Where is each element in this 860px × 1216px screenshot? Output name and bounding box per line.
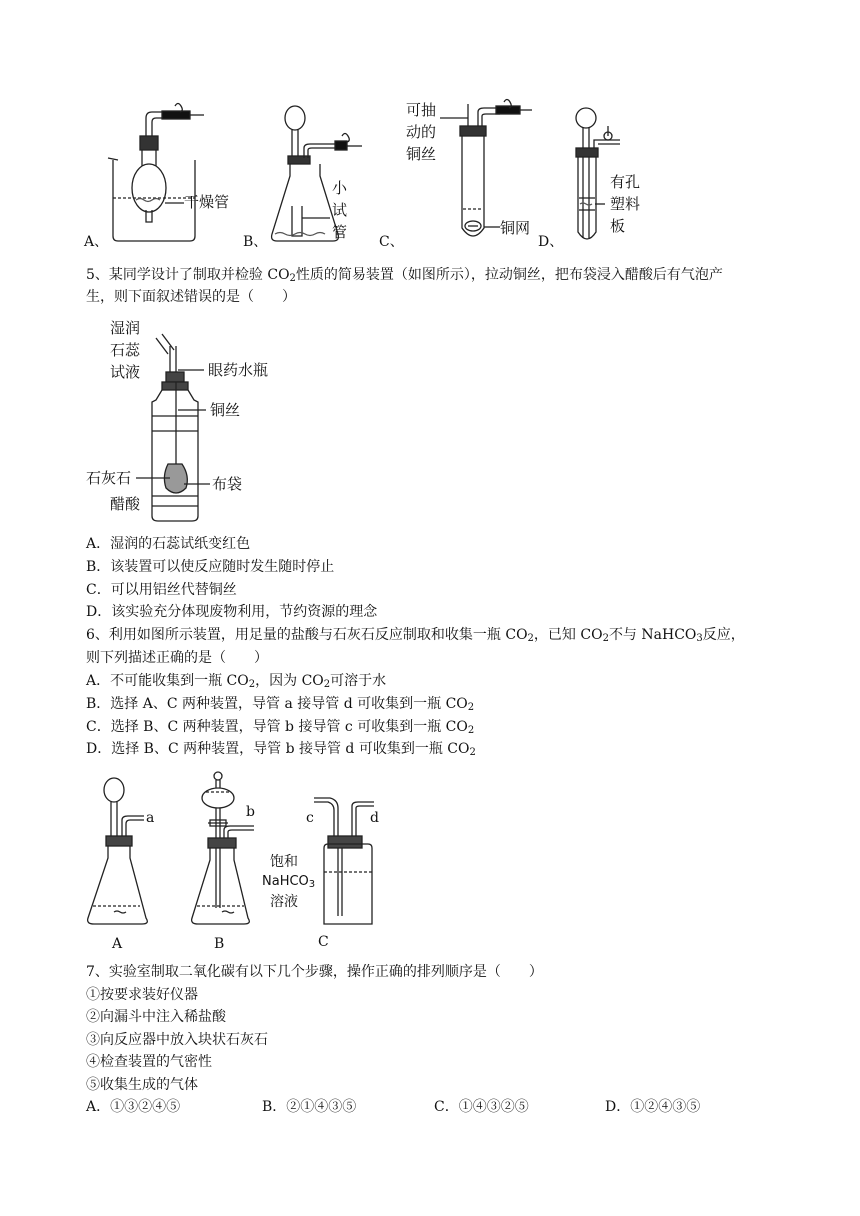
q6-d-seg-1: 2 xyxy=(469,747,476,758)
q6-stem-seg-4: 不与 NaHCO xyxy=(608,627,697,643)
q6-label-b: b xyxy=(246,804,255,820)
q6-b-seg-1: 2 xyxy=(467,702,475,713)
q6-figure xyxy=(84,768,394,954)
q6-caption-a: A xyxy=(112,936,123,952)
label-small-tube-1: 小 xyxy=(332,179,348,197)
label-copper-mesh: 铜网 xyxy=(500,219,531,237)
q5-stem-sub: 2 xyxy=(289,273,296,284)
q6-apparatus-drawing xyxy=(84,768,394,954)
q5-label-litmus-2: 石蕊 xyxy=(110,341,141,359)
q6-stem-seg-5: 3 xyxy=(696,633,703,644)
q6-label-nahco-sub: 3 xyxy=(308,879,316,890)
label-small-tube-3: 管 xyxy=(332,223,348,241)
q7-step-4: ④检查装置的气密性 xyxy=(86,1054,212,1070)
q6-c-seg-1: 2 xyxy=(467,725,475,736)
q6-stem-seg-6: 反应， xyxy=(702,627,745,643)
q6-label-solution: 溶液 xyxy=(270,894,298,910)
top-apparatus-figure xyxy=(80,96,640,248)
q6-stem-seg-3: 2 xyxy=(602,633,609,644)
q6-a-seg-4: 可溶于水 xyxy=(330,673,387,689)
q6-label-a: a xyxy=(146,810,155,826)
q7-step-1: ①按要求装好仪器 xyxy=(86,987,198,1003)
q5-option-b: B．该装置可以使反应随时发生随时停止 xyxy=(86,559,335,575)
q7-stem: 7、实验室制取二氧化碳有以下几个步骤，操作正确的排列顺序是（ ） xyxy=(86,964,543,980)
q6-label-saturated: 饱和 xyxy=(270,854,298,870)
q7-step-2: ②向漏斗中注入稀盐酸 xyxy=(86,1009,226,1025)
q5-label-limestone: 石灰石 xyxy=(86,469,132,487)
label-perforated-plate-1: 有孔 xyxy=(610,173,641,191)
q6-stem-line-2: 则下列描述正确的是（ ） xyxy=(86,650,268,666)
q6-a-seg-3: 2 xyxy=(323,679,331,690)
q5-label-litmus-3: 试液 xyxy=(110,363,141,381)
q5-stem-line-2: 生，则下面叙述错误的是（ ） xyxy=(86,289,296,305)
q7-step-3: ③向反应器中放入块状石灰石 xyxy=(86,1032,268,1048)
q5-label-eyedrop-bottle: 眼药水瓶 xyxy=(208,361,269,379)
q6-stem-seg-1: 2 xyxy=(527,633,534,644)
top-option-letter-a: A、 xyxy=(84,234,109,250)
q6-caption-b: B xyxy=(214,936,225,952)
q5-figure xyxy=(86,316,286,526)
q6-option-a xyxy=(86,671,386,695)
label-movable-wire-1: 可抽 xyxy=(406,101,437,119)
q6-option-d xyxy=(86,739,476,763)
q5-label-vinegar: 醋酸 xyxy=(110,495,141,513)
q7-option-b: B．②①④③⑤ xyxy=(262,1099,357,1115)
q6-label-d: d xyxy=(370,810,379,826)
label-perforated-plate-2: 塑料 xyxy=(610,195,641,213)
top-option-letter-b: B、 xyxy=(243,234,268,250)
q7-option-d: D．①②④③⑤ xyxy=(605,1099,701,1115)
q5-option-a: A．湿润的石蕊试纸变红色 xyxy=(86,536,251,552)
q5-option-c: C．可以用铝丝代替铜丝 xyxy=(86,582,237,598)
label-movable-wire-2: 动的 xyxy=(406,123,437,141)
q6-c-seg-0: C．选择 B、C 两种装置，导管 b 接导管 c 可收集到一瓶 CO xyxy=(86,719,468,735)
q6-stem-seg-0: 6、利用如图所示装置，用足量的盐酸与石灰石反应制取和收集一瓶 CO xyxy=(86,627,528,643)
q6-stem-line-1 xyxy=(86,625,745,649)
q5-option-d: D．该实验充分体现废物利用，节约资源的理念 xyxy=(86,604,378,620)
q6-stem-seg-2: ，已知 CO xyxy=(533,627,603,643)
label-perforated-plate-3: 板 xyxy=(610,217,626,235)
top-apparatus-drawing xyxy=(80,96,640,248)
q5-label-copper-wire: 铜丝 xyxy=(210,401,241,419)
q6-option-b xyxy=(86,694,474,718)
q6-d-seg-0: D．选择 B、C 两种装置，导管 b 接导管 d 可收集到一瓶 CO xyxy=(86,741,470,757)
q5-stem-line-1 xyxy=(86,265,723,289)
q6-label-c: c xyxy=(306,810,314,826)
label-small-tube-2: 试 xyxy=(332,201,348,219)
top-option-letter-d: D、 xyxy=(538,234,564,250)
q6-a-seg-2: ，因为 CO xyxy=(255,673,324,689)
q5-stem-text-b: 性质的简易装置（如图所示），拉动铜丝，把布袋浸入醋酸后有气泡产 xyxy=(295,267,723,283)
q6-a-seg-1: 2 xyxy=(248,679,256,690)
q6-label-nahco-text: NaHCO xyxy=(262,874,309,889)
top-option-letter-c: C、 xyxy=(379,234,404,250)
q7-option-c: C．①④③②⑤ xyxy=(434,1099,529,1115)
q6-b-seg-0: B．选择 A、C 两种装置，导管 a 接导管 d 可收集到一瓶 CO xyxy=(86,696,468,712)
q5-label-cloth-bag: 布袋 xyxy=(212,475,243,493)
q6-caption-c: C xyxy=(318,934,329,950)
q7-step-5: ⑤收集生成的气体 xyxy=(86,1077,198,1093)
q6-option-c xyxy=(86,717,474,741)
q7-option-a: A．①③②④⑤ xyxy=(86,1099,181,1115)
q5-label-litmus-1: 湿润 xyxy=(110,319,141,337)
q5-stem-text-a: 5、某同学设计了制取并检验 CO xyxy=(86,267,290,283)
label-movable-wire-3: 铜丝 xyxy=(406,145,437,163)
label-drying-tube: 干燥管 xyxy=(184,193,230,211)
q6-a-seg-0: A．不可能收集到一瓶 CO xyxy=(86,673,249,689)
